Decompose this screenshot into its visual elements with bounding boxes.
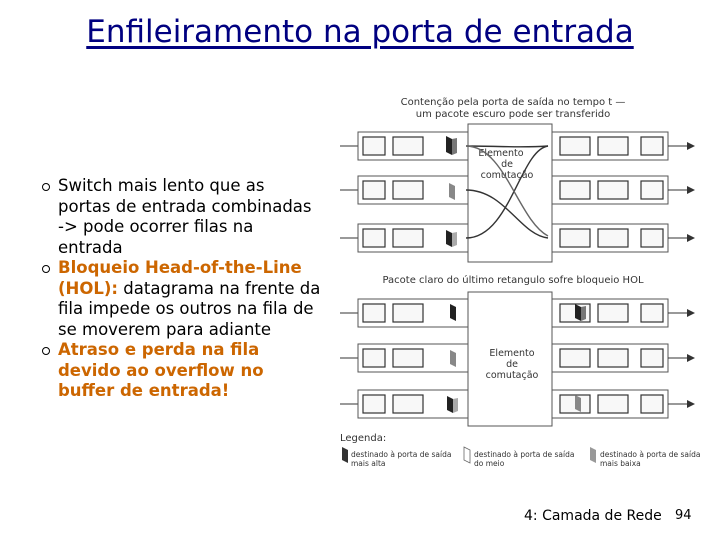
- svg-text:destinado à porta de saída: destinado à porta de saída: [474, 450, 575, 459]
- bottom-switch-label: Elemento: [489, 348, 535, 359]
- svg-text:comutação: comutação: [480, 170, 534, 181]
- bullet-highlight: Atraso e perda na fila devido ao overflow no buffer de entrada!: [58, 340, 264, 400]
- footer-page-number: 94: [675, 508, 692, 523]
- middle-caption: Pacote claro do último retangulo sofre bloqueio HOL: [382, 275, 644, 286]
- svg-text:de: de: [506, 359, 518, 370]
- svg-text:destinado à porta de saída: destinado à porta de saída: [351, 450, 452, 459]
- bullet-text: datagrama na frente da fila impede os outros na fila de se moverem para adiante: [58, 278, 321, 339]
- svg-text:mais alta: mais alta: [351, 459, 386, 468]
- svg-text:do meio: do meio: [474, 459, 505, 468]
- bottom-switch-section: [340, 292, 694, 426]
- legend: [340, 433, 700, 468]
- legend-item-lowest: [590, 447, 700, 468]
- svg-text:mais baixa: mais baixa: [600, 459, 641, 468]
- legend-title: Legenda:: [340, 433, 387, 444]
- svg-text:destinado à porta de saída: destinado à porta de saída: [600, 450, 701, 459]
- slide-title: Enfileiramento na porta de entrada: [86, 14, 634, 50]
- legend-item-middle: [464, 447, 574, 468]
- bullet-text: Switch mais lento que as portas de entrada combinadas -> pode ocorrer filas na entrada: [58, 176, 312, 257]
- svg-text:comutação: comutação: [485, 370, 539, 381]
- top-caption-line2: um pacote escuro pode ser transferido: [415, 109, 611, 120]
- bullet-highlight: Bloqueio Head-of-the-Line (HOL):: [58, 258, 302, 298]
- legend-item-highest: [342, 447, 451, 468]
- footer-chapter: 4: Camada de Rede: [524, 508, 662, 524]
- top-switch-section: [340, 124, 694, 262]
- top-caption-line1: Contenção pela porta de saída no tempo t —: [400, 97, 626, 108]
- svg-text:de: de: [501, 159, 513, 170]
- top-switch-label: Elemento: [478, 148, 524, 159]
